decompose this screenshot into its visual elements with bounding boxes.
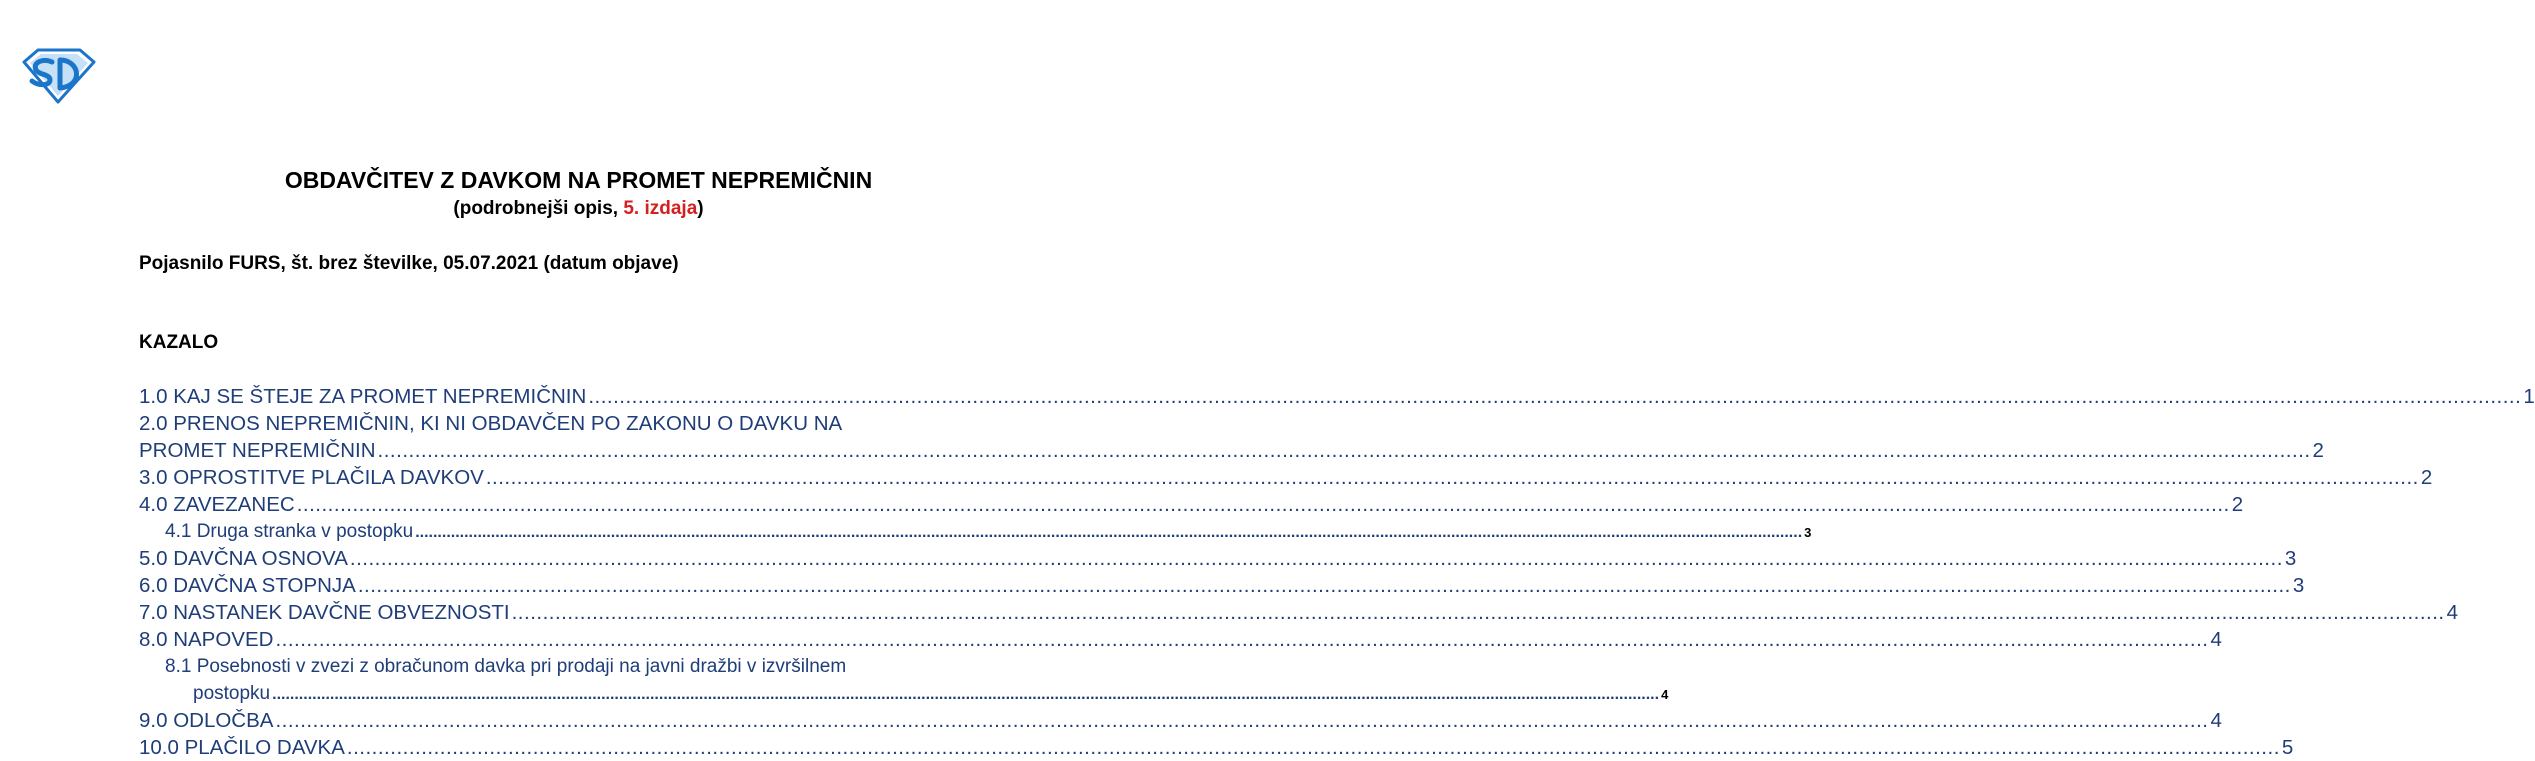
- toc-entry-2-line2[interactable]: [139, 437, 2324, 464]
- toc-dot-leader: [512, 599, 2445, 626]
- toc-page-number: 2: [2420, 466, 2433, 489]
- toc-dot-leader: [588, 383, 2521, 410]
- toc-page-number: 4: [1661, 687, 1669, 702]
- toc-dot-leader: [275, 626, 2208, 653]
- toc-page-number: 3: [2284, 547, 2297, 570]
- toc-page-number: 4: [2446, 601, 2459, 624]
- toc-entry-text: 4.0 ZAVEZANEC: [139, 493, 295, 516]
- toc-entry-8-1-line2[interactable]: [139, 680, 1669, 707]
- edition-label: 5. izdaja: [623, 198, 698, 219]
- toc-page-number: 3: [1804, 525, 1812, 540]
- toc-entry-4-1[interactable]: [139, 518, 1812, 545]
- document-title: OBDAVČITEV Z DAVKOM NA PROMET NEPREMIČNIN: [284, 167, 873, 193]
- toc-entry-10[interactable]: [139, 734, 2294, 761]
- toc-page-number: 2: [2312, 439, 2324, 462]
- subtitle-open: (podrobnejši opis,: [453, 198, 624, 219]
- toc-entry-text: PROMET NEPREMIČNIN: [139, 439, 376, 462]
- toc-dot-leader: [415, 519, 1802, 546]
- toc-heading: KAZALO: [139, 332, 219, 353]
- toc-entry-text: 5.0 DAVČNA OSNOVA: [139, 547, 348, 570]
- toc-entry-text: 3.0 OPROSTITVE PLAČILA DAVKOV: [139, 466, 484, 489]
- toc-entry-1[interactable]: [139, 383, 2535, 410]
- toc-entry-text: 4.1 Druga stranka v postopku: [165, 521, 414, 542]
- toc-entry-text: 9.0 ODLOČBA: [139, 709, 274, 732]
- toc-entry-8-1-line1[interactable]: [139, 653, 1021, 680]
- toc-page-number: 3: [2292, 574, 2305, 597]
- toc-entry-text: postopku: [193, 683, 271, 704]
- sd-shield-logo-icon: [22, 48, 96, 104]
- toc-entry-4[interactable]: [139, 491, 2244, 518]
- toc-page-number: 5: [2281, 736, 2294, 759]
- toc-entry-7[interactable]: [139, 599, 2459, 626]
- toc-entry-8[interactable]: [139, 626, 2222, 653]
- toc-page-number: 4: [2210, 709, 2222, 732]
- toc-dot-leader: [297, 491, 2230, 518]
- toc-dot-leader: [378, 437, 2311, 464]
- toc-dot-leader: [486, 464, 2419, 491]
- toc-page-number: 2: [2231, 493, 2244, 516]
- toc-entry-text: 1.0 KAJ SE ŠTEJE ZA PROMET NEPREMIČNIN: [139, 385, 587, 408]
- toc-dot-leader: [272, 681, 1659, 708]
- table-of-contents: [139, 383, 2535, 761]
- toc-dot-leader: [275, 707, 2208, 734]
- toc-entry-6[interactable]: [139, 572, 2305, 599]
- toc-entry-text: 8.1 Posebnosti v zvezi z obračunom davka pri prodaji na javni dražbi v izvršilnem: [165, 656, 847, 677]
- toc-entry-text: 2.0 PRENOS NEPREMIČNIN, KI NI OBDAVČEN PO ZAKONU O DAVKU NA: [139, 412, 843, 435]
- toc-dot-leader: [358, 572, 2291, 599]
- toc-entry-text: 10.0 PLAČILO DAVKA: [139, 736, 345, 759]
- toc-entry-5[interactable]: [139, 545, 2297, 572]
- toc-entry-text: 6.0 DAVČNA STOPNJA: [139, 574, 356, 597]
- document-reference: Pojasnilo FURS, št. brez številke, 05.07.2021 (datum objave): [139, 253, 679, 274]
- toc-entry-3[interactable]: [139, 464, 2433, 491]
- toc-entry-9[interactable]: [139, 707, 2222, 734]
- subtitle-close: ): [697, 198, 704, 219]
- toc-page-number: 1: [2523, 385, 2535, 408]
- toc-entry-2-line1[interactable]: [139, 410, 1021, 437]
- toc-entry-text: 7.0 NASTANEK DAVČNE OBVEZNOSTI: [139, 601, 510, 624]
- toc-dot-leader: [350, 545, 2283, 572]
- toc-page-number: 4: [2210, 628, 2222, 651]
- document-subtitle: [0, 196, 1157, 222]
- toc-dot-leader: [347, 734, 2280, 761]
- toc-entry-text: 8.0 NAPOVED: [139, 628, 274, 651]
